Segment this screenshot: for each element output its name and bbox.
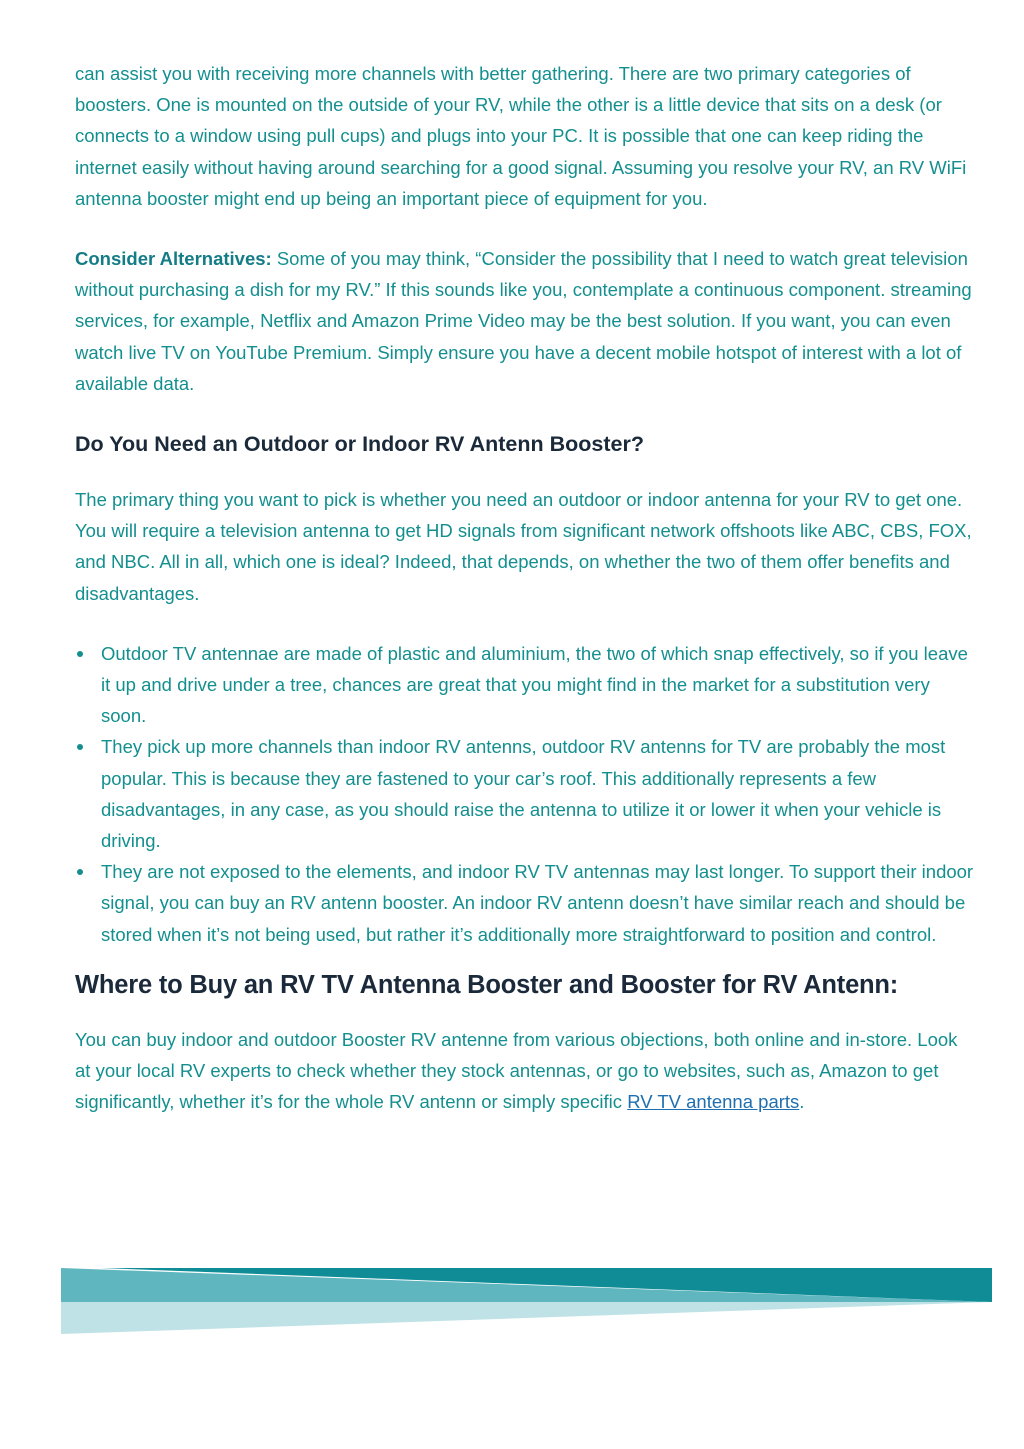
paragraph-consider-alternatives [75, 243, 975, 399]
bullet-item-channels [75, 731, 975, 856]
footer-band-light [61, 1302, 992, 1334]
heading-outdoor-or-indoor: Do You Need an Outdoor or Indoor RV Antenn Booster? [75, 432, 644, 457]
bullet-text: Outdoor TV antennae are made of plastic and aluminium, the two of which snap effectively, so if you leave it up and drive under a tree, chances are great that you might find in the market for a substitution very soon. [101, 642, 968, 727]
antenna-bullet-list [75, 638, 975, 950]
paragraph-where-to-buy [75, 1024, 975, 1118]
where-to-buy-end: . [799, 1091, 805, 1113]
consider-alternatives-text: Some of you may think, “Consider the possibility that I need to watch great television without purchasing a dish for my RV.” If this sounds like you, contemplate a continuous component. streaming services, for example, Netflix and Amazon Prime Video may be the best solution. If you want, you can even watch live TV on YouTube Premium. Simply ensure you have a decent mobile hotspot of interest with a lot of available data. [75, 248, 972, 394]
paragraph-boosters: can assist you with receiving more channels with better gathering. There are two primary categories of boosters. One is mounted on the outside of your RV, while the other is a little device that sits on a desk (or connects to a window using pull cups) and plugs into your PC. It is possible that one can keep riding the internet easily without having around searching for a good signal. Assuming you resolve your RV, an RV WiFi antenna booster might end up being an important piece of equipment for you. [75, 63, 967, 209]
where-to-buy-text: You can buy indoor and outdoor Booster RV antenne from various objections, both online and in-store. Look at your local RV experts to check whether they stock antennas, or go to websites, such as, Amazon to get significantly, whether it’s for the whole RV antenn or simply specific [75, 1028, 958, 1113]
footer-decorative-band [61, 1268, 992, 1334]
paragraph-primary-thing: The primary thing you want to pick is whether you need an outdoor or indoor antenna for your RV to get one. You will require a television antenna to get HD signals from significant network offshoots like ABC, CBS, FOX, and NBC. All in all, which one is ideal? Indeed, that depends, on whether the two of them offer benefits and disadvantages. [75, 489, 972, 604]
heading-where-to-buy: Where to Buy an RV TV Antenna Booster and Booster for RV Antenn: [75, 970, 899, 999]
rv-tv-antenna-parts-link[interactable]: RV TV antenna parts [627, 1091, 800, 1113]
consider-alternatives-label: Consider Alternatives: [75, 248, 272, 270]
document-body [75, 58, 975, 1117]
bullet-item-indoor [75, 856, 975, 950]
bullet-text: They are not exposed to the elements, and indoor RV TV antennas may last longer. To support their indoor signal, you can buy an RV antenn booster. An indoor RV antenn doesn’t have similar reach and should be stored when it’s not being used, but rather it’s additionally more straightforward to position and control. [101, 861, 974, 945]
bullet-text: They pick up more channels than indoor RV antenns, outdoor RV antenns for TV are probably the most popular. This is because they are fastened to your car’s roof. This additionally represents a few disadvantages, in any case, as you should raise the antenna to utilize it or lower it when your vehicle is driving. [101, 736, 946, 852]
bullet-dot-icon [77, 869, 83, 875]
bullet-dot-icon [77, 744, 83, 750]
bullet-item-outdoor [75, 638, 975, 732]
bullet-dot-icon [77, 651, 83, 657]
